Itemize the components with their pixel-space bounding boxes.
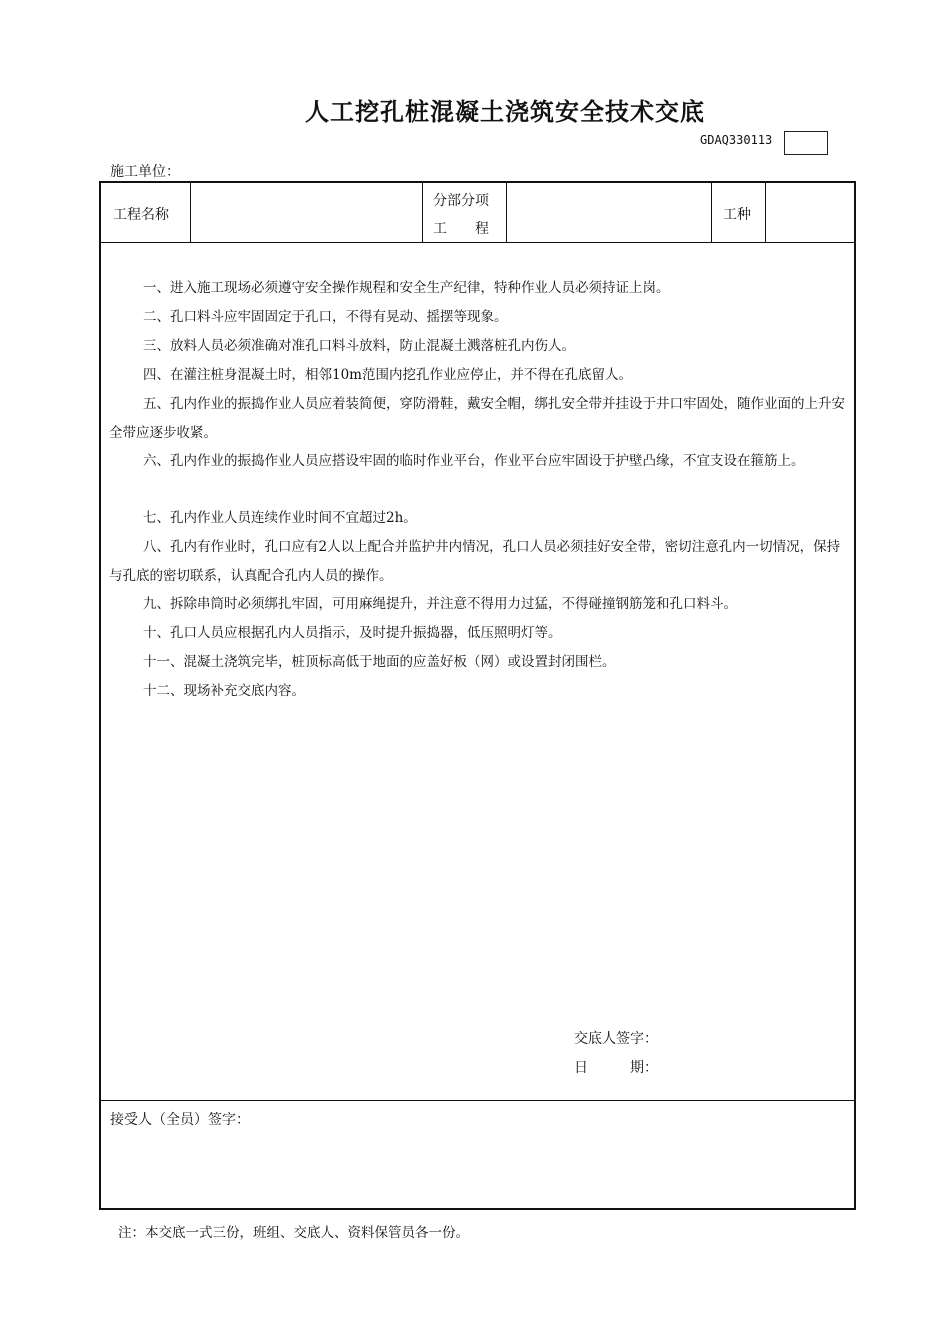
header-row [101,183,854,243]
list-item: 六、孔内作业的振捣作业人员应搭设牢固的临时作业平台，作业平台应牢固设于护壁凸缘，不宜支设在箍筋上。 [143,453,805,469]
sub-project-label-line2: 工 程 [433,221,489,237]
list-item: 七、孔内作业人员连续作业时间不宜超过2h。 [143,510,417,526]
document-code: GDAQ330113 [700,133,773,147]
footnote: 注：本交底一式三份，班组、交底人、资料保管员各一份。 [118,1225,469,1241]
trade-field[interactable] [771,186,851,238]
list-item: 三、放料人员必须准确对准孔口料斗放料，防止混凝土溅落桩孔内伤人。 [143,338,575,354]
list-item: 十、孔口人员应根据孔内人员指示，及时提升振捣器，低压照明灯等。 [143,625,562,641]
list-item: 一、进入施工现场必须遵守安全操作规程和安全生产纪律，特种作业人员必须持证上岗。 [143,280,670,296]
list-item: 十一、混凝土浇筑完毕，桩顶标高低于地面的应盖好板（网）或设置封闭围栏。 [143,654,616,670]
divider [506,183,507,242]
disclosure-form [99,181,856,1210]
trade-label: 工种 [723,207,751,223]
list-item: 五、孔内作业的振捣作业人员应着装简便，穿防滑鞋，戴安全帽，绑扎安全带并挂设于井口牢固处，随作业面的上升安全带应逐步收紧。 [109,396,845,441]
discloser-signature-label: 交底人签字： [574,1031,658,1047]
document-title: 人工挖孔桩混凝土浇筑安全技术交底 [305,98,705,126]
divider [422,183,423,242]
disclosure-content [101,242,854,1101]
project-name-label: 工程名称 [113,207,169,223]
list-item: 八、孔内有作业时，孔口应有2人以上配合并监护井内情况，孔口人员必须挂好安全带，密切注意孔内一切情况，保持与孔底的密切联系，认真配合孔内人员的操作。 [109,539,841,584]
list-item: 九、拆除串筒时必须绑扎牢固，可用麻绳提升，并注意不得用力过猛，不得碰撞钢筋笼和孔口料斗。 [143,596,737,612]
divider [765,183,766,242]
list-item: 二、孔口料斗应牢固固定于孔口，不得有晃动、摇摆等现象。 [143,309,508,325]
receiver-signature-label: 接受人（全员）签字： [110,1112,250,1128]
project-name-field[interactable] [197,186,421,238]
date-label: 日 期： [574,1060,658,1076]
sub-project-field[interactable] [511,186,709,238]
sub-project-label-line1: 分部分项 [433,193,489,209]
list-item: 四、在灌注桩身混凝土时，相邻10m范围内挖孔作业应停止，并不得在孔底留人。 [143,367,632,383]
divider [711,183,712,242]
divider [190,183,191,242]
list-item: 十二、现场补充交底内容。 [143,683,305,699]
construction-unit-label: 施工单位： [110,164,180,180]
code-suffix-box[interactable] [784,131,828,155]
